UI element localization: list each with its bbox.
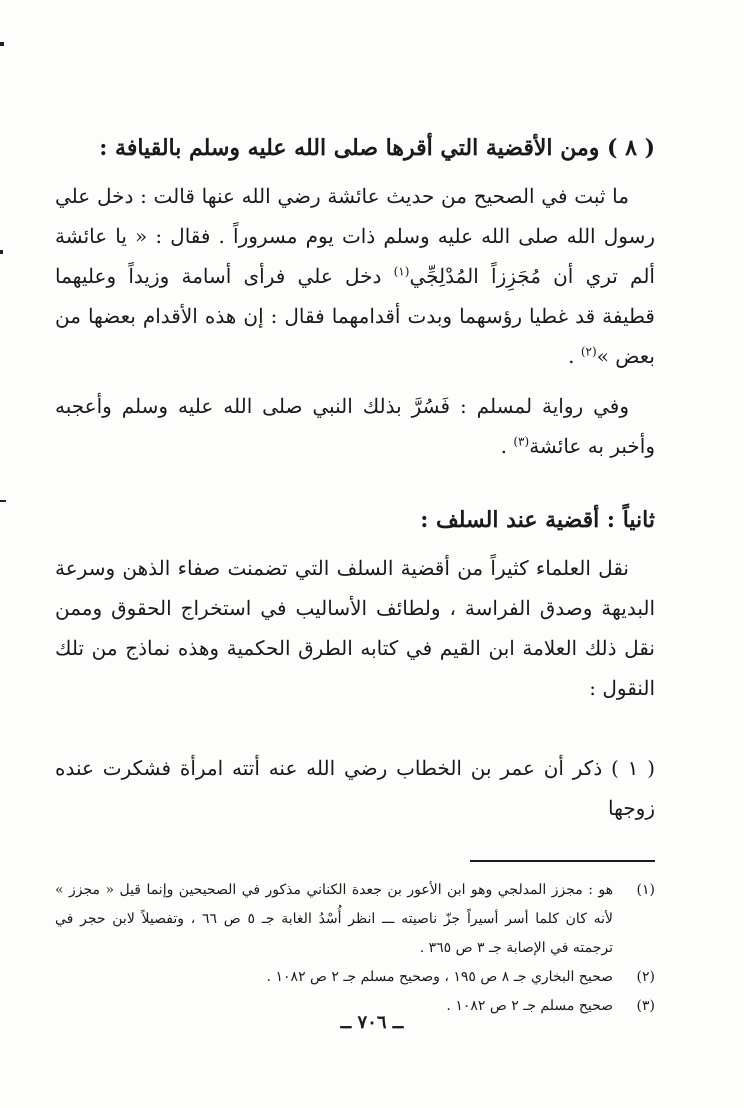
scan-edge-mark-top <box>0 42 4 46</box>
footnote-ref-3: (٣) <box>513 434 530 449</box>
paragraph-aisha-end: . <box>568 344 581 368</box>
footnote-number: (٢) <box>636 969 655 985</box>
paragraph-umar-story: ( ١ ) ذكر أن عمر بن الخطاب رضي الله عنه أتته امرأة فشكرت عنده زوجها <box>55 756 655 820</box>
footnote-divider <box>470 860 655 862</box>
scan-edge-mark-middle <box>0 250 3 254</box>
page-number: ــ ٧٠٦ ــ <box>340 1012 404 1033</box>
paragraph-muslim-text: وفي رواية لمسلم : فَسُرَّ بذلك النبي صلى الله عليه وسلم وأعجبه وأخبر به عائشة <box>55 394 655 458</box>
footnote-text: صحيح البخاري جـ ٨ ص ١٩٥ ، وصحيح مسلم جـ ٢ ص ١٠٨٢ . <box>266 969 613 985</box>
document-page <box>55 128 655 1021</box>
section-heading-salaf: ثانياً : أقضية عند السلف : <box>420 507 655 533</box>
footnotes-section <box>55 876 655 1021</box>
paragraph-muslim-end: . <box>500 434 514 458</box>
paragraph-muslim-narration <box>55 386 655 466</box>
paragraph-aisha-text-2: دخل علي فرأى أسامة وزيداً وعليهما قطيفة قد غطيا رؤسهما وبدت أقدامهما فقال : إن هذه الأقدام بعضها من بعض » <box>55 264 655 368</box>
footnote-ref-2: (٢) <box>580 344 597 359</box>
scan-edge-mark-bottom <box>0 500 6 502</box>
footnote-number: (٣) <box>636 998 655 1014</box>
footnote-item <box>55 876 655 963</box>
footnote-ref-1: (١) <box>393 264 410 279</box>
footnote-item <box>55 963 655 992</box>
footnote-text: هو : مجزز المدلجي وهو ابن الأعور بن جعدة الكناني مذكور في الصحيحين وإنما قيل « مجزز » لأنه كان كلما أسر أسيراً جزّ ناصيته ـــ انظر أُسْدُ الغابة جـ ٥ ص ٦٦ ، وتفصيلاً لابن حجر في ترجمته في الإصابة جـ ٣ ص ٣٦٥ . <box>55 882 613 956</box>
section-heading-qiyafa: ( ٨ ) ومن الأقضية التي أقرها صلى الله عليه وسلم بالقيافة : <box>99 135 655 161</box>
paragraph-salaf-rulings: نقل العلماء كثيراً من أقضية السلف التي تضمنت صفاء الذهن وسرعة البديهة وصدق الفراسة ، ولطائف الأساليب في استخراج الحقوق وممن نقل ذلك العلامة ابن القيم في كتابه الطرق الحكمية وهذه نماذج من تلك النقول : <box>55 556 655 700</box>
paragraph-aisha-hadith <box>55 176 655 376</box>
paragraph-aisha-text: ما ثبت في الصحيح من حديث عائشة رضي الله عنها قالت : دخل علي رسول الله صلى الله عليه وسلم ذات يوم مسروراً . فقال : « يا عائشة ألم تري أن مُجَزِزاً المُدْلِجِّي <box>55 184 655 288</box>
footnote-number: (١) <box>636 882 655 898</box>
footnote-text: صحيح مسلم جـ ٢ ص ١٠٨٢ . <box>446 998 613 1014</box>
